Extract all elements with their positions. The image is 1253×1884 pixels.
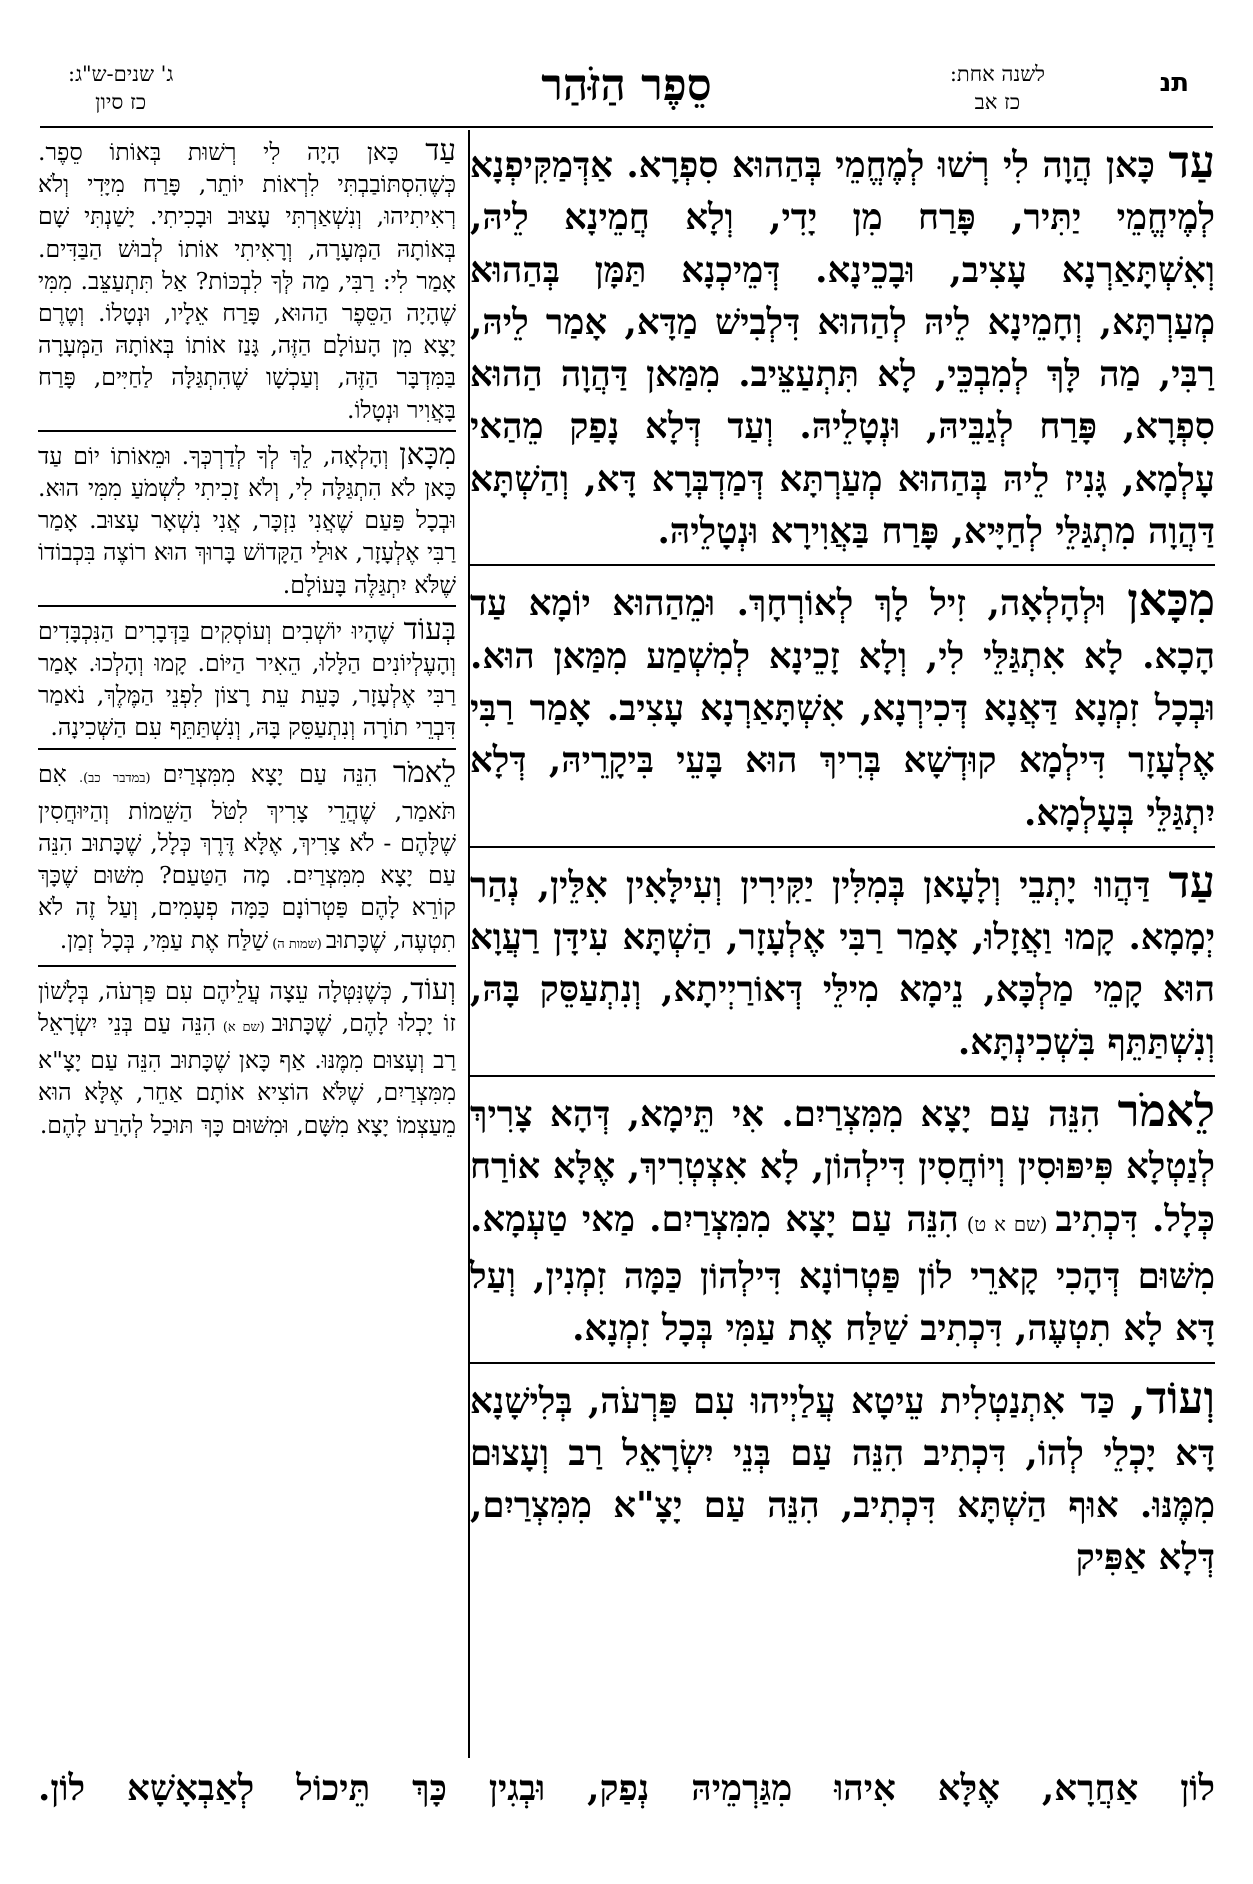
hebrew-paragraph-5 — [38, 969, 456, 1143]
paragraph-text: הִנֵּה עַם יָצָא מִמִּצְרַיִם. אִי תֵּימָא, דְּהָא צָרִיךְ לְנַטְלָא פִּיפּוּסִין וְיוֹחֲסִין דִּילְהוֹן, לָא אִצְטְרִיךְ, אֶלָּא אוֹרַח כְּלָל. דִּכְתִיב — [470, 1094, 1215, 1240]
aramaic-paragraph-1 — [470, 130, 1215, 562]
paragraph-lead-word: עַד — [1168, 136, 1215, 188]
header-right-line1: לשנה אחת: — [949, 62, 1045, 86]
paragraph-lead-word: עַד — [1168, 855, 1215, 908]
paragraph-text-continued: הִנֵּה עַם בְּנֵי יִשְׂרָאֵל רַב וְעָצוּם מִמֶּנּוּ. אַף כָּאן שֶׁכָּתוּב הִנֵּה עַם יָצָ"א מִמִּצְרַיִם, שֶׁלֹּא הוֹצִיא אוֹתָם אַחֵר, אֶלָּא הוּא מֵעַצְמוֹ יָצָא מִשָּׁם, וּמִשּׁוּם כָּךְ תּוּכַל לְהָרַע לָהֶם. — [38, 1009, 456, 1139]
paragraph-separator — [470, 564, 1215, 566]
book-title: סֵפֶר הַזֹּהַר — [541, 60, 712, 111]
page-header — [38, 56, 1215, 126]
paragraph-text: כָּאן הָיָה לִי רְשׁוּת בְּאוֹתוֹ סֵפֶר. כְּשֶׁהִסְתּוֹבַבְתִּי לִרְאוֹת יוֹתֵר, פָּרַח מִיָּדִי וְלֹא רְאִיתִיהוּ, וְנִשְׁאַרְתִּי עָצוּב וּבָכִיתִי. יָשַׁנְתִּי שָׁם בְּאוֹתָהּ הַמְּעָרָה, וְרָאִיתִי אוֹתוֹ לְבוּשׁ הַבַּדִּים. אָמַר לִי: רַבִּי, מַה לְּךָ לִבְכּוֹת? אַל תִּתְעַצֵּב. מִמִּי שֶׁהָיָה הַסֵּפֶר הַהוּא, פָּרַח אֵלָיו, וּנְטָלוֹ. וְטֶרֶם יָצָא מִן הָעוֹלָם הַזֶּה, גָּנַז אוֹתוֹ בְּאוֹתָהּ הַמְּעָרָה בַּמִּדְבָּר הַזֶּה, וְעַכְשָׁו שֶׁהִתְגַּלָּה לַחַיִּים, פָּרַח בָּאֲוִיר וּנְטָלוֹ. — [38, 138, 456, 424]
paragraph-text-continued: הִנֵּה עַם יָצָא מִמִּצְרַיִם. מַאי טַעְמָא. מִשּׁוּם דְּהָכִי קָארֵי לוֹן פַּטְרוֹנָא דִּילְהוֹן כַּמָּה זִמְנִין, וְעַל דָּא לָא תִטְעֶה, דִּכְתִיב שַׁלַּח אֶת עַמִּי בְּכָל זִמְנָא. — [470, 1198, 1215, 1350]
verse-reference: (במדבר כב). — [66, 770, 163, 786]
paragraph-separator — [38, 605, 456, 607]
paragraph-text: שֶׁהָיוּ יוֹשְׁבִים וְעוֹסְקִים בַּדְּבָרִים הַנִּכְבָּדִים וְהָעֶלְיוֹנִים הַלָּלוּ, הֵאִיר הַיּוֹם. קָמוּ וְהָלְכוּ. אָמַר רַבִּי אֶלְעָזָר, כָּעֵת עֵת רָצוֹן לִפְנֵי הַמֶּלֶךְ, נֹאמַר דִּבְרֵי תוֹרָה וְנִתְעַסֵּק בָּהּ, וְנִשְׁתַּתֵּף עִם הַשְּׁכִינָה. — [38, 616, 456, 742]
paragraph-text-continued: אִם תֹּאמַר, שֶׁהֲרֵי צָרִיךְ לִטֹּל הַשֵּׁמוֹת וְהַיּוּחֲסִין שֶׁלָּהֶם - לֹא צָרִיךְ, אֶלָּא דֶּרֶךְ כְּלָל, שֶׁכָּתוּב הִנֵּה עַם יָצָא מִמִּצְרַיִם. מָה הַטַּעַם? מִשּׁוּם שֶׁכָּךְ קוֹרֵא לָהֶם פַּטְרוֹנָם כַּמָּה פְעָמִים, וְעַל זֶה לֹא תִטְעֶה, שֶׁכָּתוּב — [38, 759, 456, 954]
paragraph-separator — [470, 1362, 1215, 1364]
hebrew-paragraph-4 — [38, 752, 456, 963]
aramaic-paragraph-3 — [470, 850, 1215, 1073]
paragraph-lead-word: עַד — [425, 133, 456, 167]
paragraph-lead-word: בְּעוֹד — [403, 611, 456, 646]
hebrew-translation-column — [38, 130, 456, 1740]
aramaic-paragraph-4 — [470, 1079, 1215, 1359]
paragraph-text: וּלְהָלְאָה, זִיל לָךְ לְאוֹרְחָךְ. וּמֵהַהוּא יוֹמָא עַד הָכָא. לָא אִתְגַּלֵּי לִי, וְלָא זָכֵינָא לְמִשְׁמַע מִמַּאן הוּא. וּבְכָל זִמְנָא דַּאֲנָא דְּכִירְנָא, אִשְׁתָּאַרְנָא עָצִיב. אָמַר רַבִּי אֶלְעָזָר דִּילְמָא קוּדְשָׁא בְּרִיךְ הוּא בָּעֵי בִּיקָרֵיהּ, דְּלָא יִתְגַּלֵּי בְּעָלְמָא. — [470, 583, 1215, 834]
page-number: תנ — [1159, 68, 1189, 98]
verse-reference: (שם א) — [215, 1020, 272, 1036]
paragraph-lead-word: וְעוֹד, — [1130, 1371, 1215, 1424]
paragraph-text: דַּהֲווּ יָתְבֵי וְלָעָאן בְּמִלִּין יַקִּירִין וְעִילָּאִין אִלֵּין, נְהַר יְמָמָא. קָמוּ וַאֲזָלוּ, אָמַר רַבִּי אֶלְעָזָר, הַשְׁתָּא עִידָּן רַעֲוָא הוּא קָמֵי מַלְכָּא, נֵימָא מִילֵּי דְּאוֹרַיְיתָא, וְנִתְעַסֵּק בָּהּ, וְנִשְׁתַּתֵּף בִּשְׁכִינְתָּא. — [470, 864, 1215, 1063]
paragraph-separator — [38, 965, 456, 967]
verse-reference: (שמות ה) — [268, 936, 326, 952]
hebrew-paragraph-1 — [38, 130, 456, 428]
header-rule — [40, 126, 1213, 128]
paragraph-separator — [38, 748, 456, 750]
paragraph-separator — [38, 430, 456, 432]
aramaic-paragraph-2 — [470, 568, 1215, 843]
paragraph-lead-word: לֵאמֹר — [1117, 1085, 1215, 1138]
paragraph-text-continued: שַׁלַּח אֶת עַמִּי, בְּכָל זְמַן. — [59, 925, 269, 954]
paragraph-text: כְּשֶׁנִּטְּלָה עֵצָה עֲלֵיהֶם עִם פַּרְעֹה, בְּלָשׁוֹן זוֹ יָכְלוּ לָהֶם, שֶׁכָּתוּב — [38, 976, 456, 1038]
aramaic-full-width-closing-line: לוֹן אַחֲרָא, אֶלָּא אִיהוּ מִגַּרְמֵיהּ נְפַק, וּבְגִין כָּךְ תֵּיכוֹל לְאַבְאָשָׁא לוֹן. — [38, 1768, 1215, 1809]
hebrew-paragraph-3 — [38, 609, 456, 746]
verse-reference: (שם א ט) — [958, 1212, 1056, 1236]
paragraph-separator — [470, 846, 1215, 848]
header-left-study-schedule — [68, 60, 173, 116]
paragraph-text: וְהָלְאָה, לֵךְ לְךָ לְדַרְכְּךָ. וּמֵאוֹתוֹ יוֹם עַד כָּאן לֹא הִתְגַּלָּה לִי, וְלֹא זָכִיתִי לִשְׁמֹעַ מִמִּי הוּא. וּבְכָל פַּעַם שֶׁאֲנִי נִזְכָּר, אֲנִי נִשְׁאָר עָצוּב. אָמַר רַבִּי אֶלְעָזָר, אוּלַי הַקָּדוֹשׁ בָּרוּךְ הוּא רוֹצֶה בִּכְבוֹדוֹ שֶׁלֹּא יִתְגַּלֶּה בָּעוֹלָם. — [38, 441, 456, 599]
paragraph-text: כַּד אִתְנַטְלִית עֵיטָא עֲלַיְיהוּ עִם פַּרְעֹה, בְּלִישָׁנָא דָּא יָכְלֵי לְהוֹ, דִּכְתִיב הִנֵּה עַם בְּנֵי יִשְׂרָאֵל רַב וְעָצוּם מִמֶּנּוּ. אוּף הַשְׁתָּא דִּכְתִיב, הִנֵּה עַם יָצָ"א מִמִּצְרַיִם, דְּלָא אַפִּיק — [470, 1380, 1215, 1579]
column-divider — [468, 130, 470, 1758]
hebrew-paragraph-2 — [38, 434, 456, 603]
header-left-line2: כז סיון — [95, 90, 147, 114]
paragraph-lead-word: וְעוֹד, — [400, 971, 456, 1006]
paragraph-lead-word: מִכָּאן — [1127, 574, 1215, 627]
header-right-line2: כז אב — [974, 90, 1021, 114]
aramaic-paragraph-5 — [470, 1366, 1215, 1589]
paragraph-lead-word: מִכָּאן — [399, 436, 456, 471]
header-left-line1: ג' שנים-ש"ג: — [68, 62, 174, 86]
paragraph-lead-word: לֵאמֹר — [392, 754, 456, 789]
paragraph-separator — [470, 1075, 1215, 1077]
paragraph-text: הִנֵּה עַם יָצָא מִמִּצְרַיִם — [162, 759, 393, 788]
aramaic-column — [470, 130, 1215, 1760]
paragraph-text: כָּאן הֲוָה לִי רְשׁוּ לְמֶחֱמֵי בְּהַהוּא סִפְרָא. אַדְּמַקִּיפְנָא לְמֶיחֱמֵי יַתִּיר, פָּרַח מִן יָדִי, וְלָא חֲמֵינָא לֵיהּ, וְאִשְׁתָּאַרְנָא עָצִיב, וּבָכֵינָא. דְּמֵיכְנָא תַּמָּן בְּהַהוּא מְעַרְתָּא, וְחָמֵינָא לֵיהּ לְהַהוּא דִּלְבִישׁ מַדָּא, אָמַר לֵיהּ, רַבִּי, מַה לָּךְ לְמִבְכֵּי, לָא תִּתְעַצֵּיב. מִמַּאן דַּהֲוָה הַהוּא סִפְרָא, פָּרַח לְגַבֵּיהּ, וּנְטָלֵיהּ. וְעַד דְּלָא נָפַק מֵהַאי עָלְמָא, גָּנִיז לֵיהּ בְּהַהוּא מְעַרְתָּא דְּמַדְבְּרָא דָּא, וְהַשְׁתָּא דַּהֲוָה מִתְגַּלֵּי לְחַיָּיא, פָּרַח בַּאֲוִירָא וּנְטָלֵיהּ. — [470, 145, 1215, 553]
